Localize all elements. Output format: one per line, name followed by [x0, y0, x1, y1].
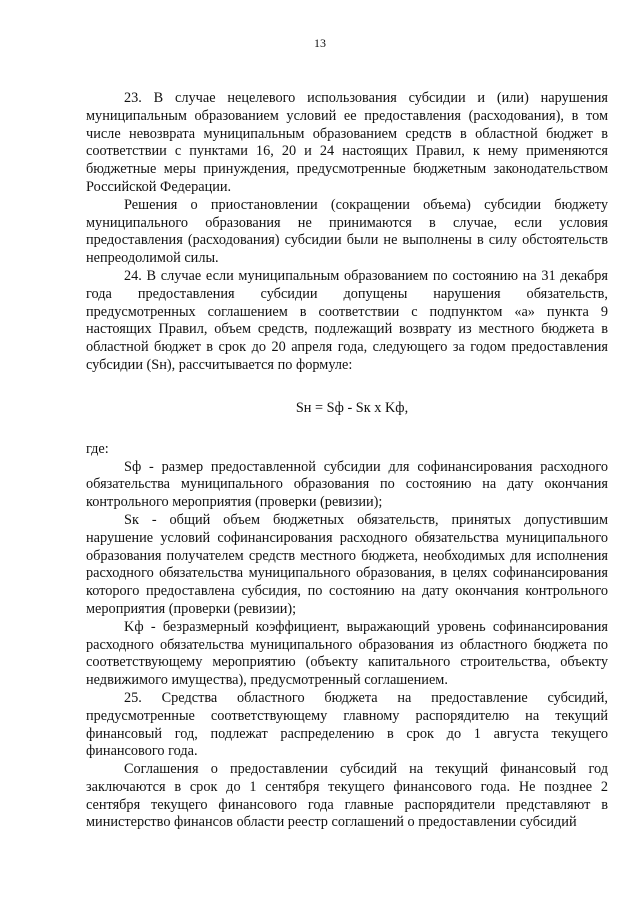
paragraph-23: 23. В случае нецелевого использования субсидии и (или) нарушения муниципальным образованием условий ее предоставления (расходования), в том числе невозврата муниципальным образованием средств в областной бюджет в соответствии с пунктами 16, 20 и 24 настоящих Правил, к нему применяются бюджетные меры принуждения, предусмотренные бюджетным законодательством Российской Федерации. [86, 90, 608, 195]
paragraph-suspension-decisions: Решения о приостановлении (сокращении объема) субсидии бюджету муниципального образования не принимаются в случае, если условия предоставления (расходования) субсидии были не выполнены в силу обстоятельств непреодолимой силы. [86, 196, 608, 267]
document-body [86, 90, 608, 832]
definition-kf: Kф - безразмерный коэффициент, выражающий уровень софинансирования расходного обязательства муниципального образования из областного бюджета по соответствующему мероприятию (объекту капитального строительства, объекту недвижимого имущества), предусмотренный соглашением. [86, 618, 608, 689]
paragraph-24: 24. В случае если муниципальным образованием по состоянию на 31 декабря года предоставления субсидии допущены нарушения обязательств, предусмотренных соглашением в соответствии с подпунктом «а» пункта 9 настоящих Правил, объем средств, подлежащий возврату из местного бюджета в областной бюджет в срок до 20 апреля года, следующего за годом предоставления субсидии (Sн), рассчитывается по формуле: [86, 267, 608, 373]
page-number: 13 [314, 36, 326, 50]
where-label: где: [86, 440, 109, 457]
paragraph-agreements: Соглашения о предоставлении субсидий на текущий финансовый год заключаются в срок до 1 сентября текущего финансового года. Не позднее 2 сентября текущего финансового года главные распорядители представляют в министерство финансов области реестр соглашений о предоставлении субсидий [86, 761, 608, 831]
definition-sk: Sк - общий объем бюджетных обязательств, принятых допустившим нарушение условий софинансирования расходного обязательства муниципального образования получателем средств местного бюджета, необходимых для исполнения расходного обязательства муниципального образования, в целях софинансирования которого предоставлена субсидия, по состоянию на дату окончания контрольного мероприятия (проверки (ревизии); [86, 511, 608, 617]
formula: Sн = Sф - Sк x Kф, [295, 399, 409, 416]
paragraph-25: 25. Средства областного бюджета на предоставление субсидий, предусмотренные соответствующему главному распорядителю на текущий финансовый год, подлежат распределению в срок до 1 августа текущего финансового года. [86, 689, 608, 760]
definition-sf: Sф - размер предоставленной субсидии для софинансирования расходного обязательства муниципального образования по состоянию на дату окончания контрольного мероприятия (проверки (ревизии); [86, 458, 608, 511]
